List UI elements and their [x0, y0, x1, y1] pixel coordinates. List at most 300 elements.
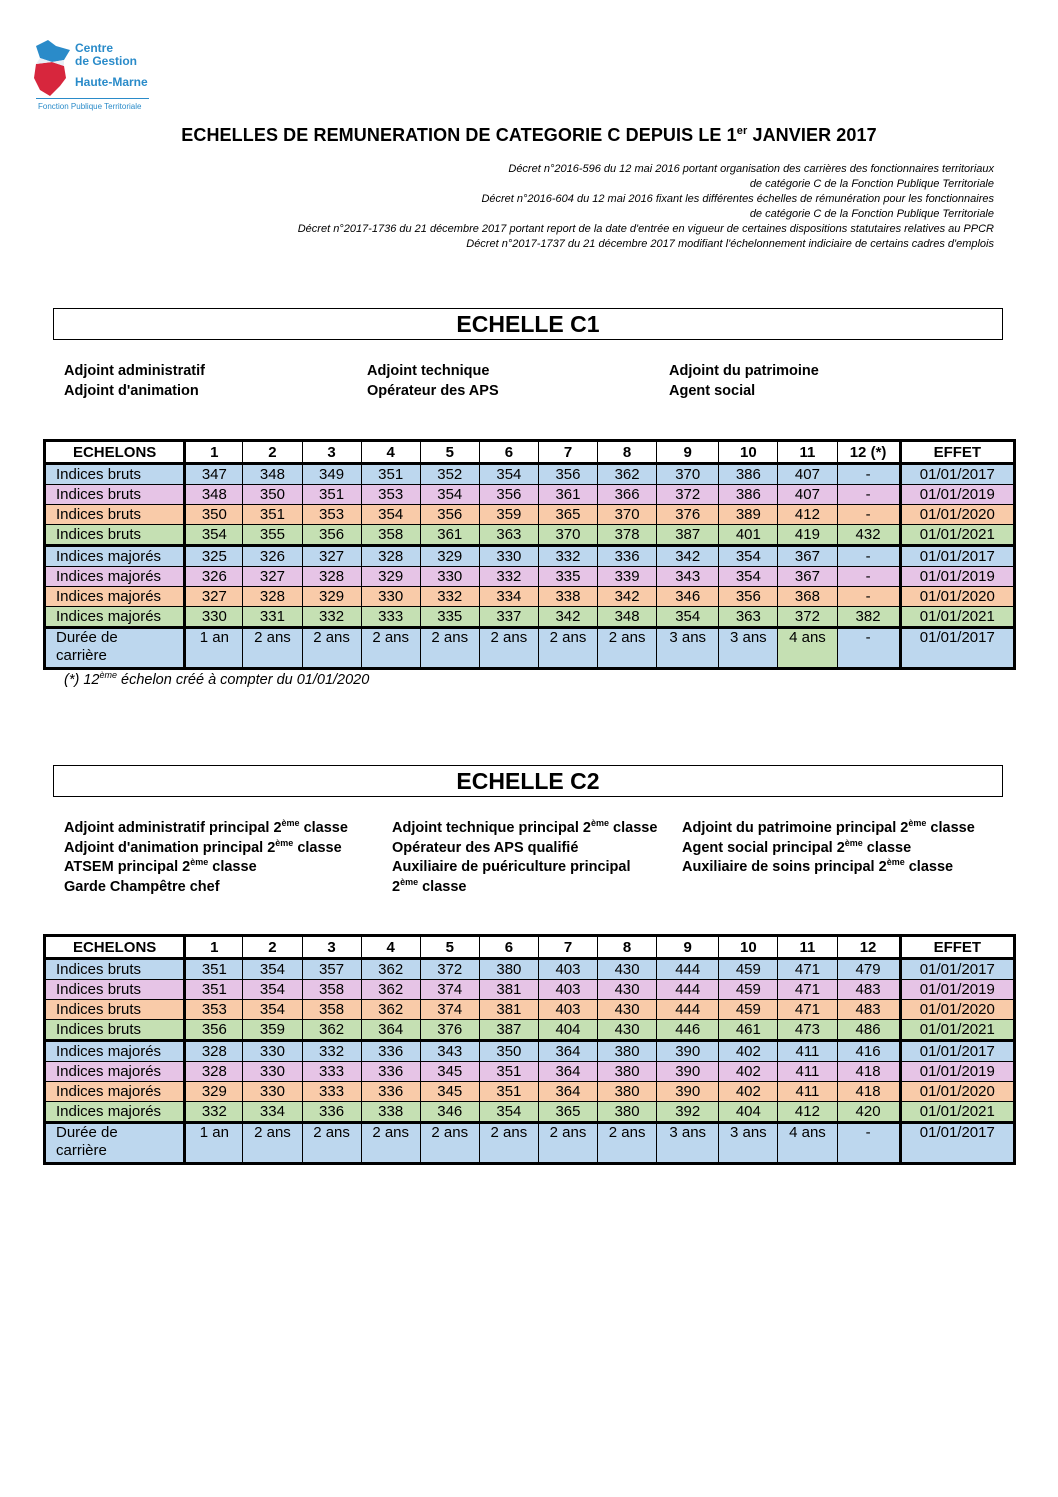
- index-cell: 380: [598, 1102, 657, 1123]
- row-label: Indices bruts: [45, 505, 185, 525]
- index-cell: 351: [361, 464, 420, 485]
- duree-row: [45, 1123, 1015, 1164]
- header-echelon: 4: [361, 441, 420, 464]
- index-cell: 332: [185, 1102, 243, 1123]
- header-echelon: 10: [719, 441, 778, 464]
- index-cell: 332: [479, 567, 538, 587]
- duree-cell: 2 ans: [538, 628, 597, 669]
- index-cell: 459: [719, 980, 778, 1000]
- index-cell: 356: [185, 1020, 243, 1041]
- index-cell: 356: [479, 485, 538, 505]
- c2-salary-table: [43, 934, 1016, 1165]
- table-row: [45, 505, 1015, 525]
- index-cell: 356: [719, 587, 778, 607]
- duree-cell: 2 ans: [598, 628, 657, 669]
- duree-cell: 4 ans: [778, 628, 837, 669]
- grade-item: Adjoint administratif principal 2ème classe: [64, 818, 348, 836]
- index-cell: 328: [185, 1041, 243, 1062]
- index-cell: 354: [420, 485, 479, 505]
- index-cell: 407: [778, 485, 837, 505]
- index-cell: 329: [185, 1082, 243, 1102]
- index-cell: 354: [719, 567, 778, 587]
- index-cell: 430: [598, 1020, 657, 1041]
- index-cell: 374: [420, 980, 479, 1000]
- effet-cell: 01/01/2017: [900, 1041, 1014, 1062]
- index-cell: 327: [185, 587, 243, 607]
- decree-line: de catégorie C de la Fonction Publique Territoriale: [749, 208, 994, 220]
- index-cell: 347: [185, 464, 243, 485]
- index-cell: 354: [479, 464, 538, 485]
- index-cell: 346: [420, 1102, 479, 1123]
- index-cell: 329: [420, 546, 479, 567]
- index-cell: 327: [243, 567, 302, 587]
- index-cell: 359: [479, 505, 538, 525]
- header-echelon: 9: [657, 441, 719, 464]
- duree-cell: 2 ans: [361, 1123, 420, 1164]
- index-cell: 402: [719, 1041, 778, 1062]
- index-cell: 328: [302, 567, 361, 587]
- duree-row: [45, 628, 1015, 669]
- c1-footnote: (*) 12ème échelon créé à compter du 01/01/2020: [64, 670, 370, 688]
- decree-line: Décret n°2016-596 du 12 mai 2016 portant organisation des carrières des fonctionnaires territoriaux: [508, 163, 994, 175]
- index-cell: 446: [657, 1020, 719, 1041]
- index-cell: 416: [837, 1041, 900, 1062]
- index-cell: 325: [185, 546, 243, 567]
- index-cell: 362: [361, 959, 420, 980]
- effet-cell: 01/01/2021: [900, 525, 1014, 546]
- index-cell: 386: [719, 464, 778, 485]
- index-cell: 329: [302, 587, 361, 607]
- grade-item: Adjoint technique: [367, 363, 490, 379]
- index-cell: 471: [778, 1000, 837, 1020]
- index-cell: 336: [361, 1062, 420, 1082]
- table-row: [45, 980, 1015, 1000]
- duree-cell: 3 ans: [719, 628, 778, 669]
- index-cell: 380: [598, 1041, 657, 1062]
- index-cell: 364: [538, 1082, 597, 1102]
- index-cell: 392: [657, 1102, 719, 1123]
- index-cell: 336: [598, 546, 657, 567]
- index-cell: 407: [778, 464, 837, 485]
- index-cell: 327: [302, 546, 361, 567]
- index-cell: 328: [361, 546, 420, 567]
- row-label: Indices bruts: [45, 464, 185, 485]
- logo-divider: [36, 98, 149, 99]
- header-echelon: 6: [479, 936, 538, 959]
- index-cell: 390: [657, 1062, 719, 1082]
- index-cell: 348: [598, 607, 657, 628]
- duree-label: Durée de carrière: [45, 1123, 185, 1164]
- header-echelon: 12: [837, 936, 900, 959]
- index-cell: 353: [361, 485, 420, 505]
- index-cell: 380: [598, 1062, 657, 1082]
- row-label: Indices bruts: [45, 525, 185, 546]
- duree-cell: 3 ans: [657, 628, 719, 669]
- index-cell: 326: [243, 546, 302, 567]
- row-label: Indices majorés: [45, 567, 185, 587]
- duree-cell: -: [837, 628, 900, 669]
- row-label: Indices majorés: [45, 1082, 185, 1102]
- index-cell: 336: [361, 1041, 420, 1062]
- header-echelon: 3: [302, 936, 361, 959]
- index-cell: 361: [538, 485, 597, 505]
- row-label: Indices majorés: [45, 1062, 185, 1082]
- duree-cell: 2 ans: [479, 628, 538, 669]
- index-cell: 386: [719, 485, 778, 505]
- index-cell: 370: [538, 525, 597, 546]
- index-cell: 368: [778, 587, 837, 607]
- index-cell: 342: [598, 587, 657, 607]
- index-cell: 364: [361, 1020, 420, 1041]
- index-cell: 366: [598, 485, 657, 505]
- index-cell: 367: [778, 546, 837, 567]
- header-effet: EFFET: [900, 441, 1014, 464]
- index-cell: 338: [361, 1102, 420, 1123]
- effet-cell: 01/01/2020: [900, 505, 1014, 525]
- header-echelon: 8: [598, 441, 657, 464]
- row-label: Indices bruts: [45, 1000, 185, 1020]
- duree-cell: 2 ans: [538, 1123, 597, 1164]
- index-cell: 420: [837, 1102, 900, 1123]
- duree-cell: 2 ans: [479, 1123, 538, 1164]
- grade-item: Opérateur des APS qualifié: [392, 839, 579, 856]
- index-cell: 330: [243, 1082, 302, 1102]
- index-cell: 333: [302, 1062, 361, 1082]
- row-label: Indices bruts: [45, 485, 185, 505]
- scale-c1-title: ECHELLE C1: [53, 308, 1003, 340]
- index-cell: 354: [361, 505, 420, 525]
- index-cell: 364: [538, 1062, 597, 1082]
- table-row: [45, 1020, 1015, 1041]
- index-cell: 382: [837, 607, 900, 628]
- index-cell: 412: [778, 1102, 837, 1123]
- index-cell: 350: [185, 505, 243, 525]
- logo: [30, 38, 155, 118]
- index-cell: 411: [778, 1082, 837, 1102]
- index-cell: 402: [719, 1082, 778, 1102]
- effet-cell: 01/01/2017: [900, 1123, 1014, 1164]
- index-cell: 459: [719, 959, 778, 980]
- effet-cell: 01/01/2019: [900, 567, 1014, 587]
- table-row: [45, 485, 1015, 505]
- index-cell: 354: [243, 1000, 302, 1020]
- index-cell: 328: [185, 1062, 243, 1082]
- header-echelon: 2: [243, 936, 302, 959]
- table-row: [45, 587, 1015, 607]
- index-cell: 356: [420, 505, 479, 525]
- index-cell: -: [837, 587, 900, 607]
- index-cell: 359: [243, 1020, 302, 1041]
- effet-cell: 01/01/2020: [900, 1082, 1014, 1102]
- index-cell: 330: [185, 607, 243, 628]
- index-cell: 351: [243, 505, 302, 525]
- index-cell: 380: [479, 959, 538, 980]
- table-row: [45, 1041, 1015, 1062]
- index-cell: 342: [538, 607, 597, 628]
- index-cell: 471: [778, 980, 837, 1000]
- index-cell: 351: [185, 959, 243, 980]
- index-cell: 330: [243, 1062, 302, 1082]
- grade-item: Adjoint administratif: [64, 363, 205, 379]
- index-cell: 390: [657, 1082, 719, 1102]
- index-cell: 332: [538, 546, 597, 567]
- index-cell: 404: [538, 1020, 597, 1041]
- index-cell: 343: [420, 1041, 479, 1062]
- table-row: [45, 607, 1015, 628]
- index-cell: 332: [302, 1041, 361, 1062]
- grade-item: Adjoint d'animation principal 2ème classe: [64, 837, 342, 856]
- index-cell: 372: [420, 959, 479, 980]
- row-label: Indices majorés: [45, 1102, 185, 1123]
- index-cell: 345: [420, 1062, 479, 1082]
- index-cell: 345: [420, 1082, 479, 1102]
- grade-item: Garde Champêtre chef: [64, 878, 220, 895]
- page-title: ECHELLES DE REMUNERATION DE CATEGORIE C DEPUIS LE 1er JANVIER 2017: [181, 125, 877, 145]
- index-cell: 350: [479, 1041, 538, 1062]
- duree-cell: 1 an: [185, 1123, 243, 1164]
- index-cell: 419: [778, 525, 837, 546]
- duree-cell: 2 ans: [302, 628, 361, 669]
- index-cell: 390: [657, 1041, 719, 1062]
- grade-item: ATSEM principal 2ème classe: [64, 857, 257, 875]
- effet-cell: 01/01/2020: [900, 1000, 1014, 1020]
- index-cell: 354: [185, 525, 243, 546]
- index-cell: 418: [837, 1062, 900, 1082]
- index-cell: 351: [479, 1062, 538, 1082]
- decree-line: Décret n°2016-604 du 12 mai 2016 fixant les différentes échelles de rémunération pour les fonctionnaires: [481, 193, 994, 205]
- table-row: [45, 959, 1015, 980]
- grade-item: Auxiliaire de soins principal 2ème classe: [682, 857, 954, 875]
- header-echelon: 5: [420, 936, 479, 959]
- index-cell: 363: [479, 525, 538, 546]
- index-cell: 483: [837, 1000, 900, 1020]
- index-cell: 430: [598, 1000, 657, 1020]
- index-cell: 365: [538, 505, 597, 525]
- grade-item: Opérateur des APS: [367, 382, 499, 399]
- scale-c2-title: ECHELLE C2: [53, 765, 1003, 797]
- index-cell: 486: [837, 1020, 900, 1041]
- header-echelon: 11: [778, 936, 837, 959]
- grade-item: Adjoint du patrimoine principal 2ème classe: [682, 818, 975, 836]
- decree-line: Décret n°2017-1737 du 21 décembre 2017 modifiant l'échelonnement indiciaire de certains cadres d'emplois: [466, 238, 994, 250]
- duree-cell: 1 an: [185, 628, 243, 669]
- header-echelon: 7: [538, 936, 597, 959]
- index-cell: 403: [538, 980, 597, 1000]
- index-cell: 372: [657, 485, 719, 505]
- index-cell: 354: [243, 980, 302, 1000]
- effet-cell: 01/01/2021: [900, 1102, 1014, 1123]
- index-cell: 444: [657, 1000, 719, 1020]
- index-cell: 363: [719, 607, 778, 628]
- grade-item: Adjoint d'animation: [64, 382, 199, 399]
- index-cell: 387: [657, 525, 719, 546]
- index-cell: -: [837, 546, 900, 567]
- grade-item: Adjoint technique principal 2ème classe: [392, 818, 658, 836]
- index-cell: 330: [361, 587, 420, 607]
- index-cell: 332: [420, 587, 479, 607]
- index-cell: 381: [479, 1000, 538, 1020]
- index-cell: 351: [479, 1082, 538, 1102]
- effet-cell: 01/01/2017: [900, 464, 1014, 485]
- effet-cell: 01/01/2019: [900, 485, 1014, 505]
- index-cell: 402: [719, 1062, 778, 1082]
- index-cell: -: [837, 505, 900, 525]
- index-cell: 337: [479, 607, 538, 628]
- index-cell: 335: [538, 567, 597, 587]
- index-cell: 330: [479, 546, 538, 567]
- header-echelon: 5: [420, 441, 479, 464]
- index-cell: 358: [302, 980, 361, 1000]
- effet-cell: 01/01/2019: [900, 980, 1014, 1000]
- index-cell: 403: [538, 1000, 597, 1020]
- header-echelons: ECHELONS: [45, 441, 185, 464]
- duree-cell: 2 ans: [420, 628, 479, 669]
- index-cell: 389: [719, 505, 778, 525]
- index-cell: 444: [657, 980, 719, 1000]
- index-cell: 364: [538, 1041, 597, 1062]
- index-cell: 349: [302, 464, 361, 485]
- header-echelon: 4: [361, 936, 420, 959]
- index-cell: 403: [538, 959, 597, 980]
- grade-item: Agent social principal 2ème classe: [682, 837, 912, 856]
- table-row: [45, 546, 1015, 567]
- index-cell: 473: [778, 1020, 837, 1041]
- header-echelon: 1: [185, 936, 243, 959]
- index-cell: 354: [243, 959, 302, 980]
- duree-cell: 2 ans: [302, 1123, 361, 1164]
- duree-cell: -: [837, 1123, 900, 1164]
- index-cell: 348: [185, 485, 243, 505]
- index-cell: 483: [837, 980, 900, 1000]
- index-cell: 432: [837, 525, 900, 546]
- effet-cell: 01/01/2017: [900, 959, 1014, 980]
- index-cell: 332: [302, 607, 361, 628]
- index-cell: -: [837, 567, 900, 587]
- logo-text: Centre de Gestion Haute-Marne: [75, 41, 148, 89]
- index-cell: 353: [185, 1000, 243, 1020]
- index-cell: 376: [420, 1020, 479, 1041]
- row-label: Indices majorés: [45, 607, 185, 628]
- decree-line: Décret n°2017-1736 du 21 décembre 2017 portant report de la date d'entrée en vigueur de certaines dispositions statutaires relatives au PPCR: [297, 223, 994, 235]
- table-row: [45, 1082, 1015, 1102]
- index-cell: 355: [243, 525, 302, 546]
- index-cell: 380: [598, 1082, 657, 1102]
- index-cell: 354: [479, 1102, 538, 1123]
- index-cell: 328: [243, 587, 302, 607]
- duree-label: Durée de carrière: [45, 628, 185, 669]
- index-cell: 329: [361, 567, 420, 587]
- index-cell: 418: [837, 1082, 900, 1102]
- index-cell: 358: [361, 525, 420, 546]
- duree-cell: 3 ans: [719, 1123, 778, 1164]
- header-echelon: 12 (*): [837, 441, 900, 464]
- index-cell: 387: [479, 1020, 538, 1041]
- header-echelons: ECHELONS: [45, 936, 185, 959]
- duree-cell: 2 ans: [243, 1123, 302, 1164]
- index-cell: 411: [778, 1062, 837, 1082]
- index-cell: 335: [420, 607, 479, 628]
- index-cell: 412: [778, 505, 837, 525]
- index-cell: 362: [361, 980, 420, 1000]
- header-echelon: 9: [657, 936, 719, 959]
- index-cell: 333: [302, 1082, 361, 1102]
- table-row: [45, 1062, 1015, 1082]
- index-cell: 333: [361, 607, 420, 628]
- index-cell: 339: [598, 567, 657, 587]
- index-cell: 353: [302, 505, 361, 525]
- index-cell: 330: [243, 1041, 302, 1062]
- index-cell: 479: [837, 959, 900, 980]
- index-cell: 362: [598, 464, 657, 485]
- header-echelon: 10: [719, 936, 778, 959]
- index-cell: 471: [778, 959, 837, 980]
- row-label: Indices bruts: [45, 959, 185, 980]
- index-cell: 350: [243, 485, 302, 505]
- index-cell: 361: [420, 525, 479, 546]
- table-row: [45, 1000, 1015, 1020]
- grade-item: Agent social: [669, 382, 756, 399]
- index-cell: 372: [778, 607, 837, 628]
- row-label: Indices majorés: [45, 546, 185, 567]
- index-cell: 362: [361, 1000, 420, 1020]
- effet-cell: 01/01/2020: [900, 587, 1014, 607]
- table-row: [45, 1102, 1015, 1123]
- index-cell: 378: [598, 525, 657, 546]
- effet-cell: 01/01/2021: [900, 1020, 1014, 1041]
- header-echelon: 8: [598, 936, 657, 959]
- index-cell: 354: [719, 546, 778, 567]
- header-echelon: 3: [302, 441, 361, 464]
- duree-cell: 2 ans: [598, 1123, 657, 1164]
- index-cell: 338: [538, 587, 597, 607]
- header-echelon: 6: [479, 441, 538, 464]
- row-label: Indices majorés: [45, 1041, 185, 1062]
- index-cell: 411: [778, 1041, 837, 1062]
- grade-item: Adjoint du patrimoine: [669, 363, 819, 379]
- index-cell: 334: [479, 587, 538, 607]
- table-row: [45, 525, 1015, 546]
- index-cell: 459: [719, 1000, 778, 1020]
- effet-cell: 01/01/2019: [900, 1062, 1014, 1082]
- logo-subtitle: Fonction Publique Territoriale: [38, 102, 142, 111]
- index-cell: 351: [302, 485, 361, 505]
- index-cell: 330: [420, 567, 479, 587]
- index-cell: 356: [538, 464, 597, 485]
- index-cell: -: [837, 485, 900, 505]
- table-row: [45, 464, 1015, 485]
- index-cell: 336: [302, 1102, 361, 1123]
- effet-cell: 01/01/2017: [900, 546, 1014, 567]
- effet-cell: 01/01/2017: [900, 628, 1014, 669]
- index-cell: 343: [657, 567, 719, 587]
- row-label: Indices majorés: [45, 587, 185, 607]
- index-cell: 365: [538, 1102, 597, 1123]
- index-cell: 374: [420, 1000, 479, 1020]
- index-cell: 336: [361, 1082, 420, 1102]
- index-cell: 326: [185, 567, 243, 587]
- index-cell: -: [837, 464, 900, 485]
- duree-cell: 4 ans: [778, 1123, 837, 1164]
- index-cell: 354: [657, 607, 719, 628]
- index-cell: 348: [243, 464, 302, 485]
- effet-cell: 01/01/2021: [900, 607, 1014, 628]
- c1-salary-table: [43, 439, 1016, 670]
- index-cell: 367: [778, 567, 837, 587]
- duree-cell: 2 ans: [361, 628, 420, 669]
- index-cell: 351: [185, 980, 243, 1000]
- index-cell: 352: [420, 464, 479, 485]
- c2-grades: [64, 819, 1004, 899]
